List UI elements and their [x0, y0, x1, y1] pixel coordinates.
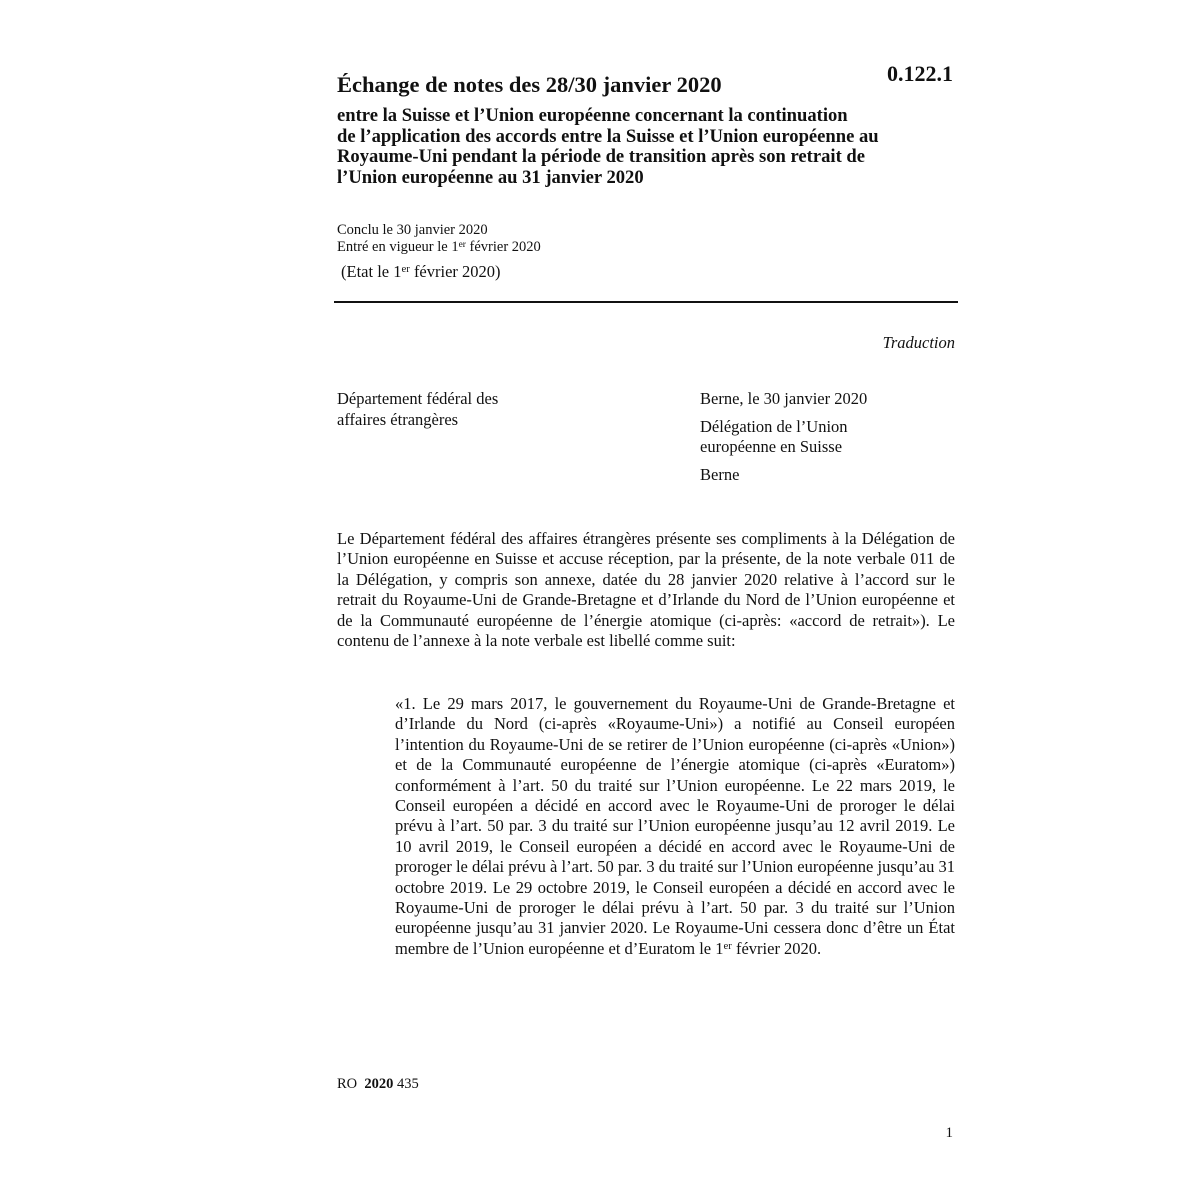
- sender-block: [337, 389, 617, 430]
- quote-sup: er: [723, 940, 732, 953]
- document-title: Échange de notes des 28/30 janvier 2020: [337, 72, 722, 97]
- quote-text: «1. Le 29 mars 2017, le gouvernement du Royaume-Uni de Grande-Bretagne et d’Irlande du Nord (ci-après «Royaume-Uni») a notifié au Conseil européen l’intention du Royaume-Uni de se retirer de l’Union européenne (ci-après «Union») et de la Communauté européenne de l’énergie atomique (ci-après «Euratom») conformément à l’art. 50 du traité sur l’Union européenne. Le 22 mars 2019, le Conseil européen a décidé en accord avec le Royaume-Uni de proroger le délai prévu à l’art. 50 par. 3 du traité sur l’Union européenne jusqu’au 12 avril 2019. Le 10 avril 2019, le Conseil européen a décidé en accord avec le Royaume-Uni de proroger le délai prévu à l’art. 50 par. 3 du traité sur l’Union européenne jusqu’au 31 octobre 2019. Le 29 octobre 2019, le Conseil européen a décidé en accord avec le Royaume-Uni de proroger le délai prévu à l’art. 50 par. 3 du traité sur l’Union européenne jusqu’au 31 janvier 2020. Le Royaume-Uni cessera donc d’être un État membre de l’Union européenne et d’Euratom le 1: [395, 694, 955, 958]
- recipient-block: [700, 389, 958, 485]
- recipient-delegation: [700, 417, 958, 458]
- ro-reference: [337, 1075, 537, 1093]
- ro-prefix: RO: [337, 1076, 358, 1092]
- translation-label: Traduction: [882, 333, 955, 352]
- in-force-date: [337, 239, 737, 256]
- subtitle-line: Royaume-Uni pendant la période de transition après son retrait de: [337, 146, 866, 167]
- concluded-date: Conclu le 30 janvier 2020: [337, 222, 488, 238]
- sender-line: affaires étrangères: [337, 409, 459, 429]
- status-date: [341, 262, 741, 282]
- status-sup: er: [401, 263, 410, 276]
- sender-line: Département fédéral des: [337, 389, 499, 408]
- page-number: 1: [945, 1125, 953, 1141]
- in-force-prefix: Entré en vigueur le 1: [337, 239, 459, 255]
- quoted-annex: [395, 694, 955, 959]
- ro-year: 2020: [364, 1076, 394, 1092]
- subtitle-line: entre la Suisse et l’Union européenne concernant la continuation: [337, 105, 848, 126]
- intro-paragraph: Le Département fédéral des affaires étrangères présente ses compliments à la Délégation de l’Union européenne en Suisse et accuse réception, par la présente, de la note verbale 011 de la Délégation, y compris son annexe, datée du 28 janvier 2020 relative à l’accord sur le retrait du Royaume-Uni de Grande-Bretagne et d’Irlande du Nord de l’Union européenne et de la Communauté européenne de l’énergie atomique (ci-après: «accord de retrait»). Le contenu de l’annexe à la note verbale est libellé comme suit:: [337, 529, 955, 651]
- status-prefix: (Etat le 1: [341, 262, 402, 281]
- sr-number: 0.122.1: [887, 61, 953, 86]
- place-date: Berne, le 30 janvier 2020: [700, 389, 868, 408]
- delegation-line: Délégation de l’Union: [700, 416, 848, 436]
- status-suffix: février 2020): [409, 262, 501, 281]
- ro-page: 435: [397, 1076, 419, 1092]
- recipient-city: Berne: [700, 464, 740, 484]
- header-divider: [334, 301, 958, 303]
- in-force-sup: er: [458, 239, 466, 250]
- subtitle-line: de l’application des accords entre la Suisse et l’Union européenne au: [337, 125, 879, 147]
- subtitle-line: l’Union européenne au 31 janvier 2020: [337, 166, 644, 188]
- document-subtitle: [337, 106, 957, 188]
- delegation-line: européenne en Suisse: [700, 437, 843, 456]
- quote-tail: février 2020.: [731, 938, 822, 958]
- in-force-suffix: février 2020: [465, 239, 541, 255]
